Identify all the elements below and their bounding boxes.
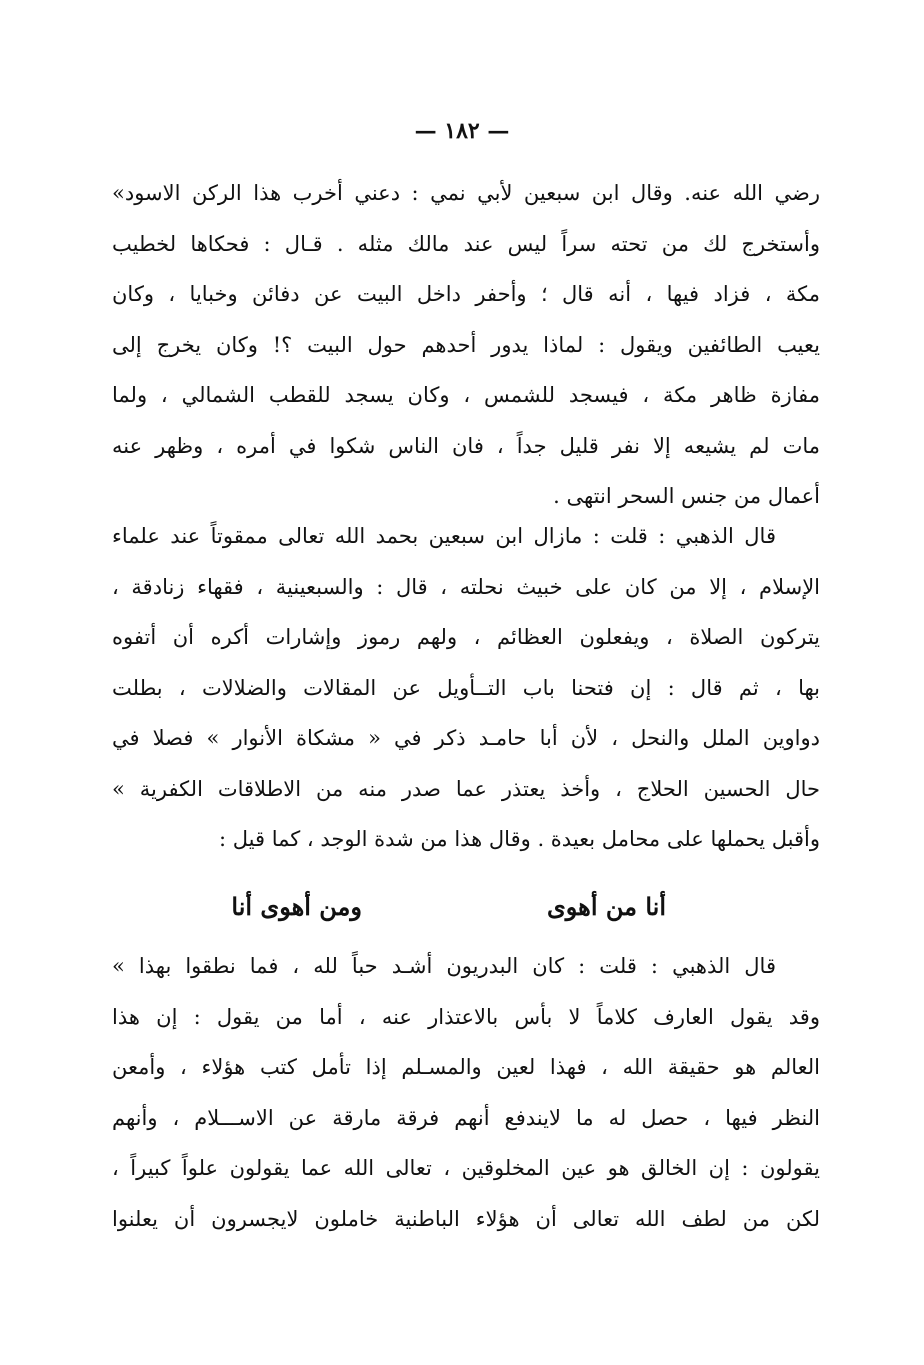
text-line: يتركون الصلاة ، ويفعلون العظائم ، ولهم رموز وإشارات أكره أن أتفوه xyxy=(112,625,820,649)
text-line: وأستخرج لك من تحته سراً ليس عند مالك مثله . قـال : فحكاها لخطيب xyxy=(112,231,820,256)
text-line: بها ، ثم قال : إن فتحنا باب التــأويل عن المقالات والضلالات ، بطلت xyxy=(112,675,820,700)
page-number: — ١٨٢ — xyxy=(414,118,510,144)
text-line: النظر فيها ، حصل له ما لايندفع أنهم فرقة مارقة عن الاســـلام ، وأنهم xyxy=(112,1105,820,1130)
text-line: الإسلام ، إلا من كان على خبيث نحلته ، قال : والسبعينية ، فقهاء زنادقة ، xyxy=(112,574,820,599)
text-line: مفازة ظاهر مكة ، فيسجد للشمس ، وكان يسجد للقطب الشمالي ، ولما xyxy=(112,383,820,407)
text-line: حال الحسين الحلاج ، وأخذ يعتذر عما صدر منه من الاطلاقات الكفرية » xyxy=(112,776,820,801)
text-line: لكن من لطف الله تعالى أن هؤلاء الباطنية خاملون لايجسرون أن يعلنوا xyxy=(112,1206,820,1231)
text-line: قال الذهبي : قلت : مازال ابن سبعين بحمد الله تعالى ممقوتاً عند علماء xyxy=(112,524,776,548)
text-line: رضي الله عنه. وقال ابن سبعين لأبي نمي : دعني أخرب هذا الركن الاسود» xyxy=(112,181,820,205)
text-line: يقولون : إن الخالق هو عين المخلوقين ، تعالى الله عما يقولون علواً كبيراً ، xyxy=(112,1156,820,1180)
text-line: وقد يقول العارف كلاماً لا بأس بالاعتذار عنه ، أما من يقول : إن هذا xyxy=(112,1004,820,1029)
paragraph-3 xyxy=(112,941,820,1244)
text-line: أعمال من جنس السحر انتهى . xyxy=(553,484,820,508)
paragraph-1 xyxy=(112,168,820,522)
text-line: مكة ، فزاد فيها ، أنه قال ؛ وأحفر داخل البيت عن دفائن وخبايا ، وكان xyxy=(112,282,820,306)
text-line: العالم هو حقيقة الله ، فهذا لعين والمسـلم إذا تأمل كتب هؤلاء ، وأمعن xyxy=(112,1055,820,1079)
poetry-verse xyxy=(0,884,924,944)
text-line: وأقبل يحملها على محامل بعيدة . وقال هذا من شدة الوجد ، كما قيل : xyxy=(218,827,820,851)
text-line: قال الذهبي : قلت : كان البدريون أشـد حباً لله ، فما نطقوا بهذا » xyxy=(112,954,776,978)
text-line: دواوين الملل والنحل ، لأن أبا حامـد ذكر في « مشكاة الأنوار » فصلا في xyxy=(112,726,820,750)
verse-first-hemistich: أنا من أهوى xyxy=(546,892,666,921)
text-line: مات لم يشيعه إلا نفر قليل جداً ، فان الناس شكوا في أمره ، وظهر عنه xyxy=(112,433,820,458)
text-line: يعيب الطائفين ويقول : لماذا يدور أحدهم حول البيت ؟! وكان يخرج إلى xyxy=(112,332,820,357)
verse-second-hemistich: ومن أهوى أنا xyxy=(231,892,362,921)
paragraph-2 xyxy=(112,511,820,865)
